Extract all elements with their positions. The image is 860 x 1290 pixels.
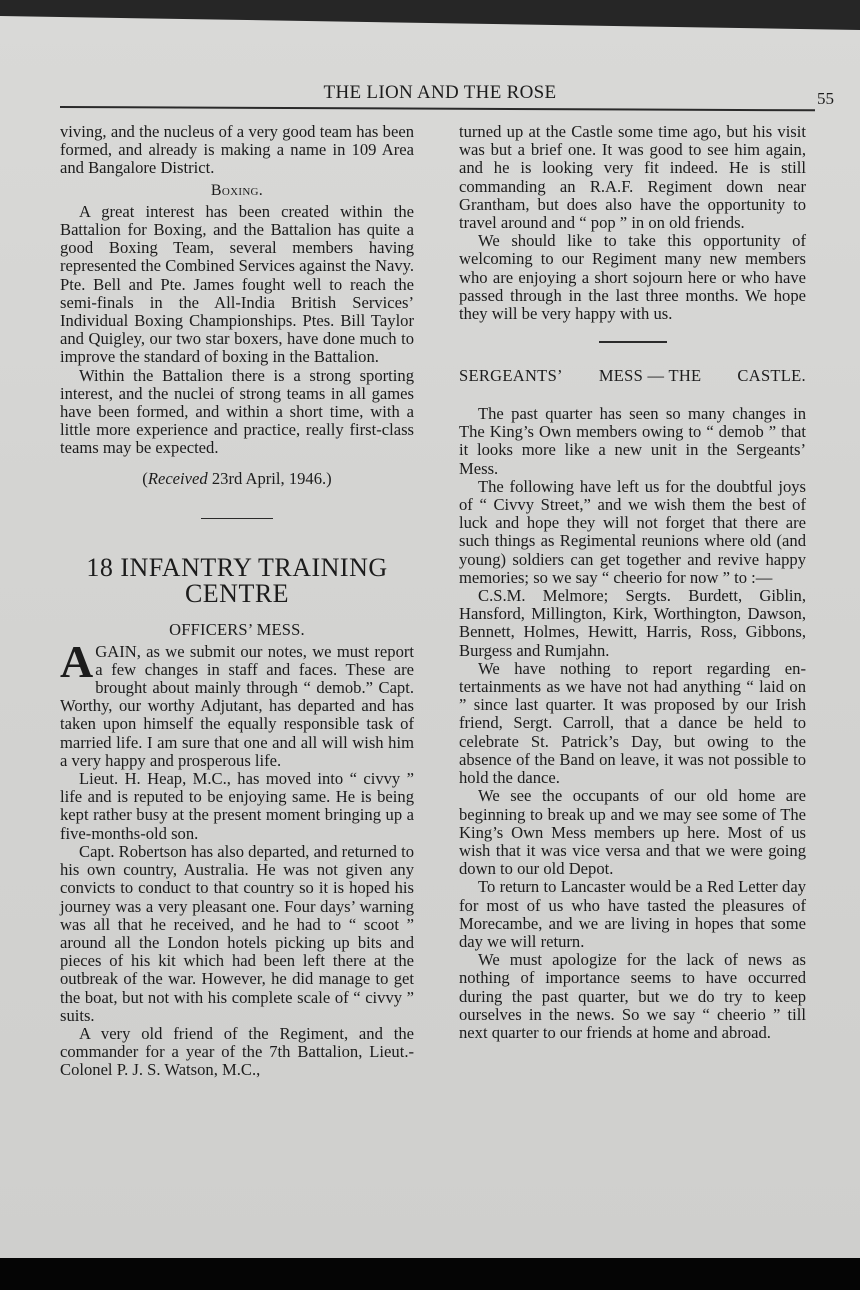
sergeants-mess-heading xyxy=(459,367,806,385)
boxing-paragraph-1: A great interest has been created within the Battalion for Boxing, and the Battalion has quite a good Boxing Team, several members having represented the Combined Services against the Navy. Pte. Bell and Pte. James fought well to reach the semi-finals in the All-India British Services’ Individual Boxing Championships. Ptes. Bill Taylor and Quigley, our two star boxers, have done much to improve the standard of boxing in the Battalion. xyxy=(60,201,414,367)
section-title xyxy=(60,555,414,607)
section-divider xyxy=(201,518,273,520)
right-column xyxy=(459,123,806,1042)
boxing-paragraph-2: Within the Battalion there is a strong sporting interest, and the nuclei of strong teams in all games have been formed, and within a short time, with a little more experience and practice, really first-class teams may be expected. xyxy=(60,365,414,458)
boxing-heading: Boxing. xyxy=(210,181,264,199)
sergeants-heading-part-1: SERGEANTS’ xyxy=(459,365,563,385)
sergeants-paragraph-6: To return to Lancaster would be a Red Letter day for most of us who have tasted the pleasures of Morecambe, and we are living in hopes that some day we will return. xyxy=(459,877,806,951)
sergeants-heading-part-2: MESS — THE xyxy=(598,365,702,385)
opening-paragraph: viving, and the nucleus of a very good team has been formed, and already is making a name in 109 Area and Bangalore District. xyxy=(60,122,414,178)
left-column xyxy=(60,123,414,1080)
received-label: Received xyxy=(147,468,208,488)
received-day: 23rd April, xyxy=(211,468,285,488)
continued-paragraph: turned up at the Castle some time ago, but his visit was but a brief one. It was good to see him again, and he is looking very fit indeed. He is still commanding an R.A.F. Regiment down near Grantham, but does also have the opportunity to travel around and “ pop ” in on old friends. xyxy=(459,122,806,233)
received-date: (Received 23rd April, 1946.) xyxy=(142,468,332,488)
page-number: 55 xyxy=(817,89,834,108)
welcome-paragraph: We should like to take this opportunity of welcoming to our Regiment many new members who are enjoying a short sojourn here or who have passed through in the last three months. We hope they will be very happy with us. xyxy=(459,231,806,324)
officers-paragraph-4: A very old friend of the Regiment, and the commander for a year of the 7th Battalion, Lieut.-Colonel P. J. S. Watson, M.C., xyxy=(60,1023,414,1080)
officers-paragraph-1 xyxy=(60,635,414,770)
officers-paragraph-3: Capt. Robertson has also departed, and returned to his own country, Australia. He was not given any convicts to conduct to that country so it is hoped his journey was a very pleasant one. Four days’ warning was all that he received, and he had to “ scoot ” around all the London hotels picking up bits and pieces of his kit which had been left there at the outbreak of the war. However, he did manage to get the boat, but not with his complete scale of “ civvy ” suits. xyxy=(60,841,415,1025)
sergeants-paragraph-5: We see the occupants of our old home are beginning to break up and we may see some of The King’s Own Mess members up here. Most of us wish that it was vice versa and that we were going down to our old Depot. xyxy=(459,786,806,879)
officers-mess-heading: OFFICERS’ MESS. xyxy=(169,620,305,640)
officers-paragraph-1-text: GAIN, as we submit our notes, we must report a few changes in staff and faces. These are brought about mainly through “ demob.” Capt. Worthy, our worthy Adjutant, has departed and has taken upon himself the equally responsible task of married life. I am sure that one and all will wish him a very happy and prosperous life. xyxy=(60,641,414,770)
section-title-line-2: CENTRE xyxy=(184,579,290,609)
running-header xyxy=(60,82,834,108)
sergeants-paragraph-7: We must apologize for the lack of news as nothing of importance seems to have occurred during the past quarter, but we do try to keep ourselves in the news. So we say “ cheerio ” till next quarter to our friends at home and abroad. xyxy=(459,950,806,1042)
sergeants-paragraph-3: C.S.M. Melmore; Sergts. Burdett, Giblin, Hansford, Millington, Kirk, Worthington, Dawson, Bennett, Holmes, Hewitt, Harris, Ross, Gibbons, Burgess and Rumjahn. xyxy=(459,586,806,660)
running-title: THE LION AND THE ROSE xyxy=(323,82,557,103)
sergeants-paragraph-1: The past quarter has seen so many changes in The King’s Own members owing to “ demob ” that it looks more like a new unit in the Sergeants’ Mess. xyxy=(459,404,806,478)
background-bottom xyxy=(0,1258,860,1290)
sergeants-paragraph-2: The following have left us for the doubtful joys of “ Civvy Street,” and we wish them the best of luck and hope they will not forget that there are such things as Regimental reunions where old (and young) soldiers can get together and revive happy memories; so we say “ cheerio for now ” to :— xyxy=(459,476,806,587)
drop-cap: A xyxy=(60,635,94,687)
officers-paragraph-2: Lieut. H. Heap, M.C., has moved into “ civvy ” life and is reputed to be enjoying same. He is being kept rather busy at the present moment bringing up a five-months-old son. xyxy=(60,769,414,843)
received-year: 1946. xyxy=(288,468,327,488)
section-title-line-1: 18 INFANTRY TRAINING xyxy=(86,553,388,583)
sergeants-heading-part-3: CASTLE. xyxy=(737,365,806,385)
section-divider-right xyxy=(599,341,667,343)
sergeants-paragraph-4: We have nothing to report regarding entertainments as we have not had anything “ laid on ” since last quarter. It was proposed by our Irish friend, Sergt. Carroll, that a dance be held to celebrate St. Patrick’s Day, but owing to the absence of the Band on leave, it was not possible to hold the dance. xyxy=(459,658,806,788)
